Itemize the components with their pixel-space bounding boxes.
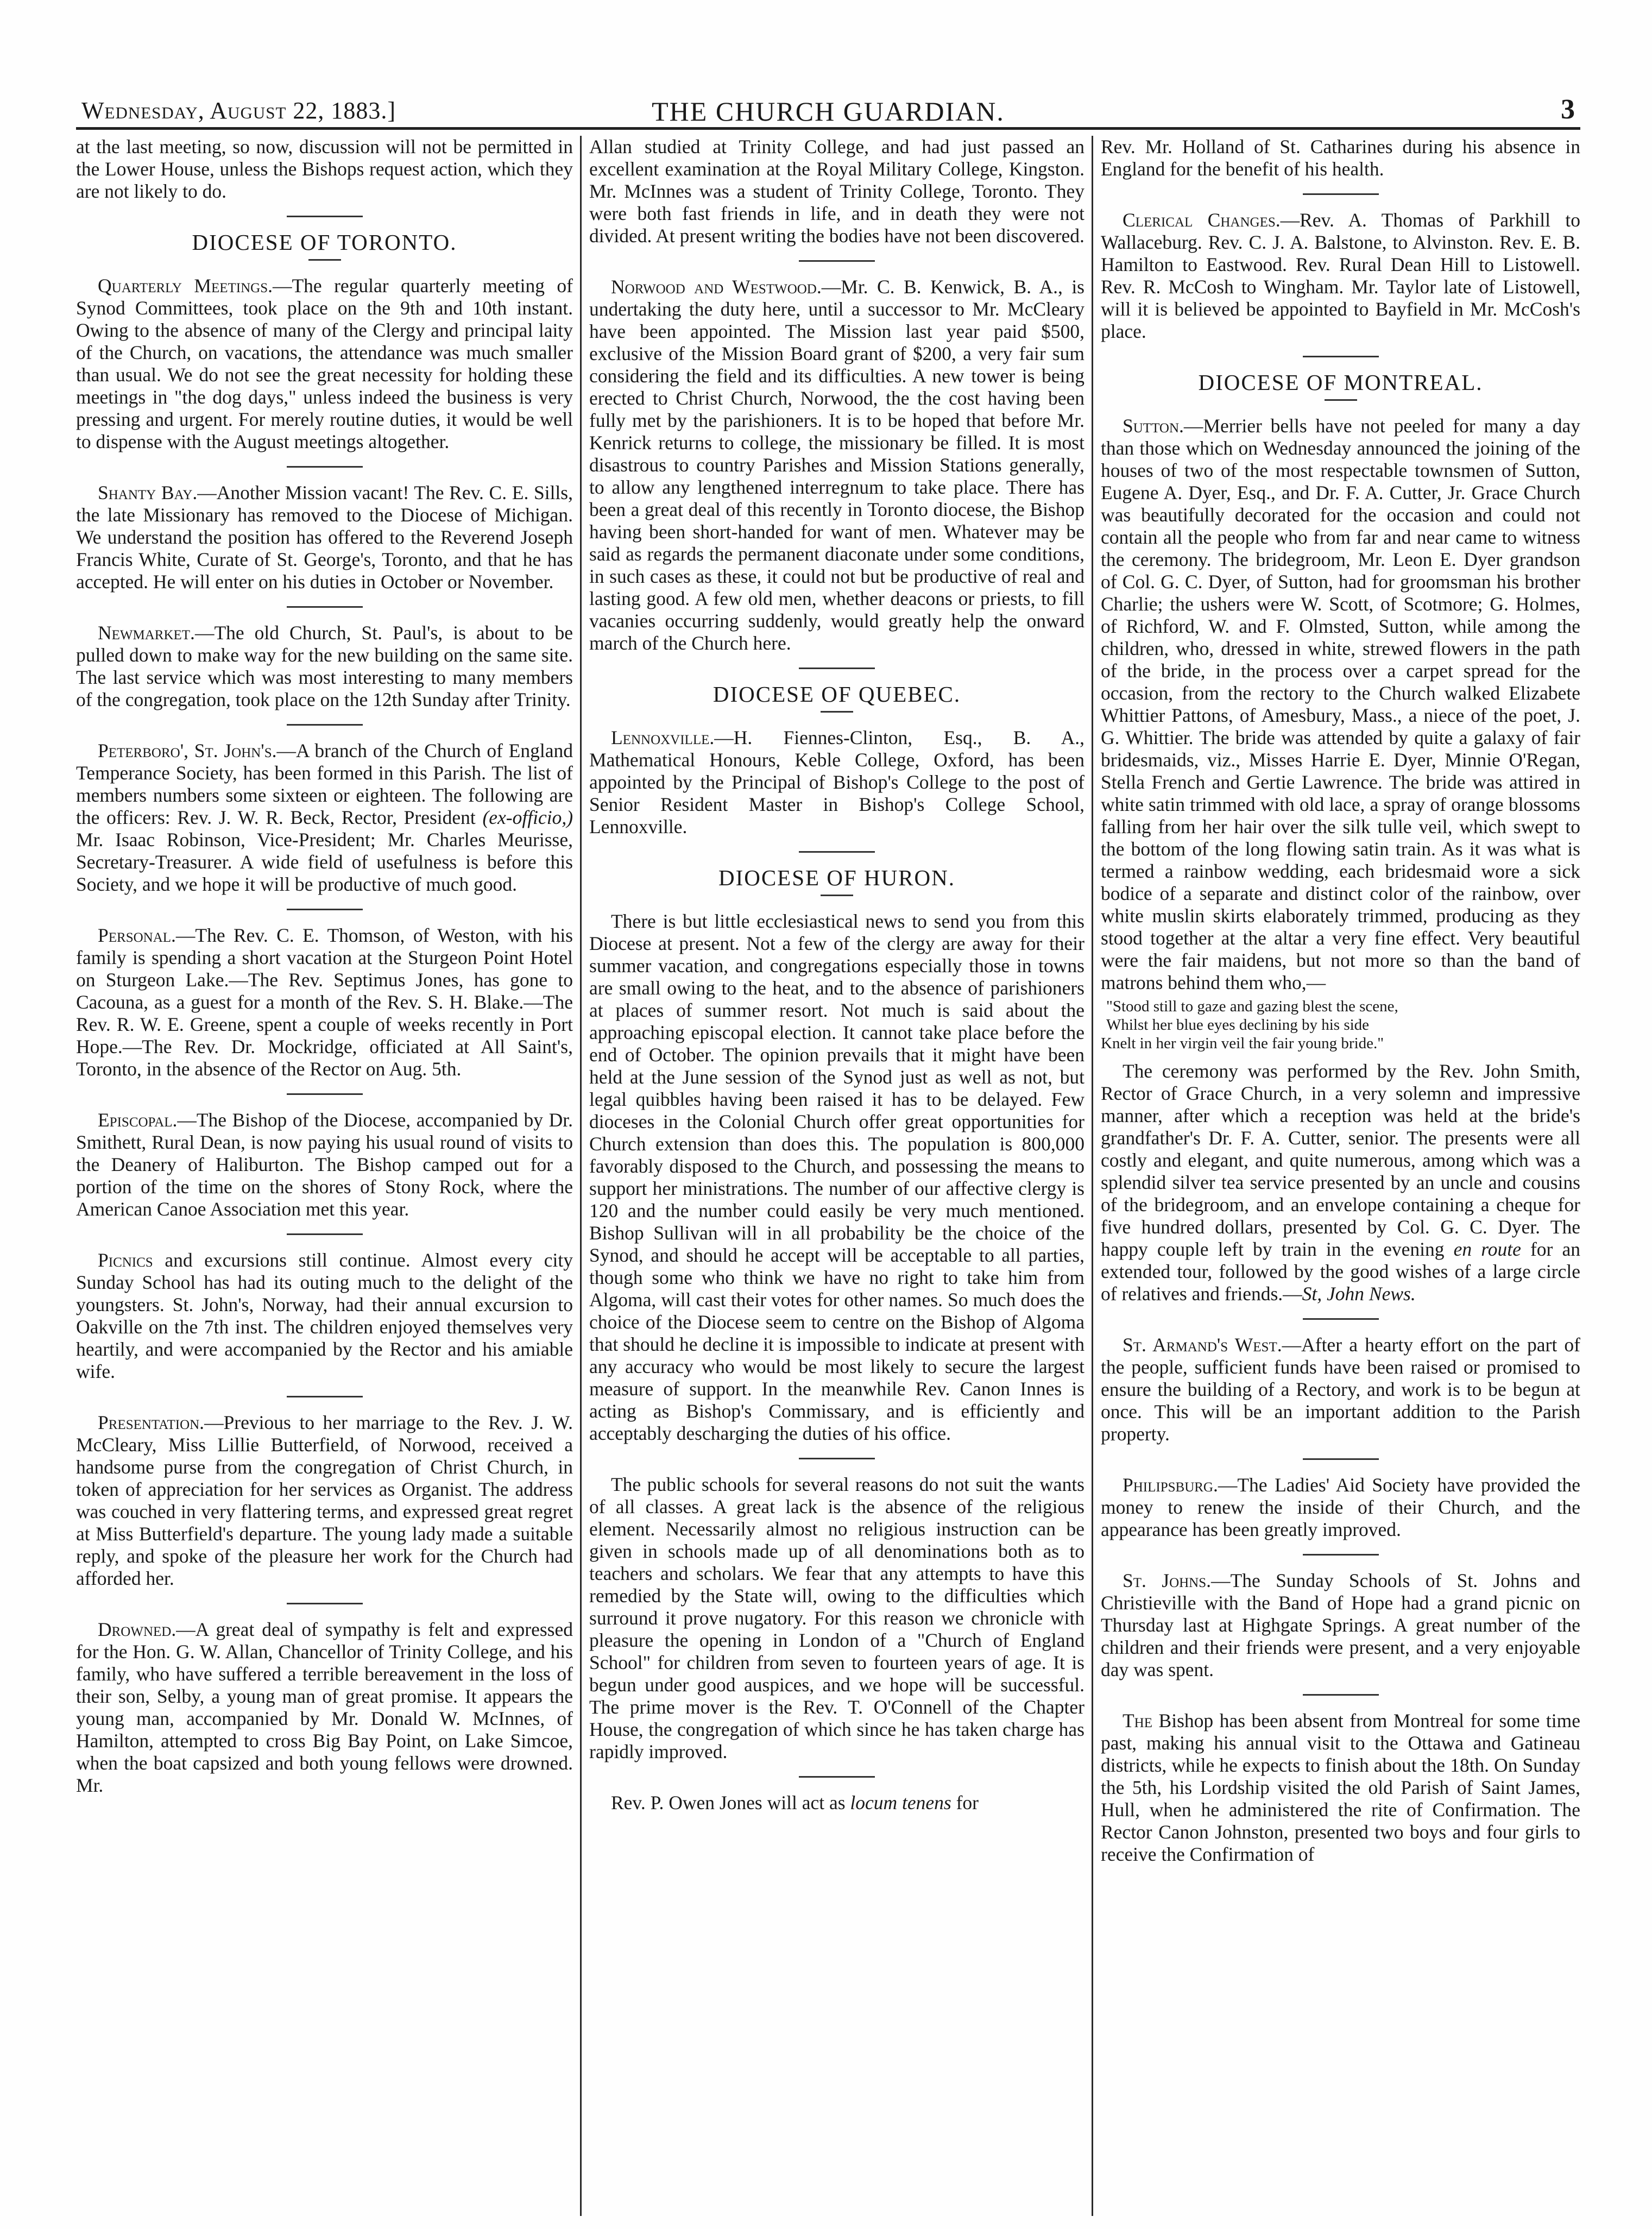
article-lead: Shanty Bay. [98, 482, 198, 503]
newspaper-title: THE CHURCH GUARDIAN. [652, 96, 1005, 127]
article-lead: St. Johns. [1123, 1570, 1212, 1591]
column-2 [589, 136, 1084, 2216]
column-rule [1092, 136, 1093, 2216]
heading-rule [821, 895, 853, 896]
heading-rule [308, 259, 341, 261]
section-divider [287, 909, 363, 910]
quoted-verse [1101, 997, 1580, 1053]
section-divider [287, 1233, 363, 1235]
article-lead: The [1123, 1710, 1153, 1731]
article-paragraph: Clerical Changes.—Rev. A. Thomas of Parkhill to Wallaceburg. Rev. C. J. A. Balstone, to Alvinston. Rev. E. B. Hamilton to Eastwood. Rev. Rural Dean Hill to Listowell. Rev. R. McCosh to Wingham. Mr. Taylor late of Listowell, will it is believed be appointed to Bayfield in Mr. McCosh's place. [1101, 209, 1580, 342]
article-lead: Lennoxville. [611, 727, 715, 748]
section-divider [287, 606, 363, 608]
issue-date: Wednesday, August 22, 1883.] [81, 97, 396, 124]
section-divider [287, 1093, 363, 1095]
article-paragraph: The public schools for several reasons do not suit the wants of all classes. A great lack is the absence of the religious element. Necessarily almost no religious instruction can be given in schools made up of all denominations both as to teachers and scholars. We fear that any attempts to have this remedied by the State will, owing to the difficulties which surround it prove nugatory. For this reason we chronicle with pleasure the opening in London of a "Church of England School" for children from seven to fourteen years of age. It is begun under good auspices, and we hope will be successful. The prime mover is the Rev. T. O'Connell of the Chapter House, the congregation of which since he has taken charge has rapidly improved. [589, 1474, 1084, 1762]
section-divider [1303, 193, 1379, 195]
article-continuation: Rev. Mr. Holland of St. Catharines during his absence in England for the benefit of his health. [1101, 136, 1580, 180]
article-lead: Drowned. [98, 1619, 176, 1640]
article-lead: Norwood and Westwood. [611, 276, 822, 298]
article-paragraph: Lennoxville.—H. Fiennes-Clinton, Esq., B. A., Mathematical Honours, Keble College, Oxford, has been appointed by the Principal of Bishop's College to the post of Senior Resident Master in Bishop's College School, Lennoxville. [589, 727, 1084, 838]
section-divider [287, 1603, 363, 1604]
page-number: 3 [1561, 94, 1575, 125]
article-lead: Presentation. [98, 1412, 205, 1433]
article-paragraph: There is but little ecclesiastical news to send you from this Diocese at present. Not a few of the clergy are away for their summer vacation, and congregations especially those in towns are small owing to the heat, and to the absence of parishioners at places of summer resort. Not much is said about the approaching episcopal election. It cannot take place before the end of October. The opinion prevails that it might have been held at the June session of the Synod just as well as not, but legal quibbles having been raised it has to be delayed. Few dioceses in the Colonial Church offer great opportunities for Church extension than does this. The population is 800,000 favorably disposed to the Church, and possessing the means to support her ministrations. The number of our affective clergy is 120 and the number could easily be very much mentioned. Bishop Sullivan will in all probability be the choice of the Synod, and should he accept will be acceptable to all parties, though some who think we have no right to take him from Algoma, will cast their votes for other names. So much does the choice of the Diocese seem to centre on the Bishop of Algoma that should he decline it is impossible to indicate at present with any accuracy who would be most likely to secure the largest measure of support. In the meanwhile Rev. Canon Innes is acting as Bishop's Commissary, and is efficiently and acceptably descharging the duties of his office. [589, 910, 1084, 1444]
section-divider [1303, 356, 1379, 357]
section-divider [287, 216, 363, 217]
section-divider [287, 466, 363, 468]
article-paragraph: Picnics and excursions still continue. Almost every city Sunday School has had its outing much to the delight of the youngsters. St. John's, Norway, had their annual excursion to Oakville on the 7th inst. The children enjoyed themselves very heartily, and were accompanied by the Rector and his amiable wife. [76, 1249, 573, 1382]
section-divider [799, 1458, 875, 1459]
article-paragraph: Rev. P. Owen Jones will act as locum tenens for [611, 1792, 979, 1814]
section-divider [799, 851, 875, 853]
article-paragraph: Norwood and Westwood.—Mr. C. B. Kenwick, B. A., is undertaking the duty here, until a successor to Mr. McCleary have been appointed. The Mission last year paid $500, exclusive of the Mission Board grant of $200, a very fair sum considering the field and its difficulties. A new tower is being erected to Christ Church, Norwood, the the cost having been fully met by the parishioners. It is to be hoped that before Mr. Kenrick returns to college, the missionary be filled. It is most disastrous to country Parishes and Mission Stations generally, to allow any lengthened interregnum to take place. There has been a great deal of this recently in Toronto diocese, the Bishop having been short-handed for want of men. Whatever may be said as regards the permanent diaconate under some conditions, in such cases as these, it could not but be productive of real and lasting good. A few old men, whether deacons or priests, to fill vacanies occurring suddenly, would greatly help the onward march of the Church here. [589, 276, 1084, 654]
article-lead: Picnics [98, 1249, 153, 1271]
verse-line: Whilst her blue eyes declining by his side [1106, 1016, 1370, 1034]
article-paragraph: Shanty Bay.—Another Mission vacant! The Rev. C. E. Sills, the late Missionary has removed to the Diocese of Michigan. We understand the position has offered to the Reverend Joseph Francis White, Curate of St. George's, Toronto, and that he has accepted. He will enter on his duties in October or November. [76, 482, 573, 593]
source-credit: St, John News. [1302, 1283, 1416, 1305]
article-continuation: Allan studied at Trinity College, and had just passed an excellent examination at the Royal Military College, Kingston. Mr. McInnes was a student of Trinity College, Toronto. They were both fast friends in life, and in death they were not divided. At present writing the bodies have not been discovered. [589, 136, 1084, 247]
article-paragraph: Personal.—The Rev. C. E. Thomson, of Weston, with his family is spending a short vacation at the Sturgeon Point Hotel on Sturgeon Lake.—The Rev. Septimus Jones, has gone to Cacouna, as a guest for a month of the Rev. S. H. Blake.—The Rev. R. W. E. Greene, spent a couple of weeks recently in Port Hope.—The Rev. Dr. Mockridge, officiated at All Saint's, Toronto, in the absence of the Rector on Aug. 5th. [76, 924, 573, 1080]
article-paragraph: The ceremony was performed by the Rev. John Smith, Rector of Grace Church, in a very solemn and impressive manner, after which a reception was held at the bride's grandfather's Dr. F. A. Cutter, senior. The presents were all costly and elegant, and quite numerous, among which was a splendid silver tea service presented by an uncle and cousins of the bridegroom, and an envelope containing a cheque for five hundred dollars, presented by Col. G. C. Dyer. The happy couple left by train in the evening en route for an extended tour, followed by the good wishes of a large circle of relatives and friends.—St, John News. [1101, 1060, 1580, 1305]
article-paragraph: St. Armand's West.—After a hearty effort on the part of the people, sufficient funds have been raised or promised to ensure the building of a Rectory, and work is to be begun at once. This will be an important addition to the Parish property. [1101, 1334, 1580, 1445]
article-lead: St. Armand's West. [1123, 1334, 1282, 1356]
article-lead: Philipsburg. [1123, 1474, 1218, 1496]
article-paragraph: Peterboro', St. John's.—A branch of the Church of England Temperance Society, has been formed in this Parish. The list of members numbers some sixteen or eighteen. The following are the officers: Rev. J. W. R. Beck, Rector, President (ex-officio,) Mr. Isaac Robinson, Vice-President; Mr. Charles Meurisse, Secretary-Treasurer. A wide field of usefulness is before this Society, and we hope it will be productive of much good. [76, 740, 573, 895]
article-paragraph: Quarterly Meetings.—The regular quarterly meeting of Synod Committees, took place on the 9th and 10th instant. Owing to the absence of many of the Clergy and principal laity of the Church, on vacations, the attendance was much smaller than usual. We do not see the great necessity for holding these meetings in "the dog days," unless indeed the business is very pressing and urgent. For merely routine duties, it would be well to dispense with the August meetings altogether. [76, 275, 573, 452]
section-divider [799, 1776, 875, 1778]
article-lead: Sutton. [1123, 415, 1184, 437]
heading-rule [1325, 399, 1357, 401]
section-divider [287, 1396, 363, 1397]
article-lead: Personal. [98, 924, 176, 946]
article-paragraph: Presentation.—Previous to her marriage to the Rev. J. W. McCleary, Miss Lillie Butterfield, of Norwood, received a handsome purse from the congregation of Christ Church, in token of appreciation for her services as Organist. The address was couched in very flattering terms, and expressed great regret at Miss Butterfield's departure. The young lady made a suitable reply, and spoke of the pleasure her work for the Church had afforded her. [76, 1412, 573, 1589]
verse-line: Knelt in her virgin veil the fair young bride." [1101, 1035, 1384, 1052]
article-paragraph: Philipsburg.—The Ladies' Aid Society have provided the money to renew the inside of their Church, and the appearance has been greatly improved. [1101, 1474, 1580, 1540]
article-continuation: at the last meeting, so now, discussion will not be permitted in the Lower House, unless the Bishops request action, which they are not likely to do. [76, 136, 573, 202]
article-lead: Newmarket. [98, 622, 195, 644]
masthead [76, 91, 1580, 130]
section-divider [799, 260, 875, 262]
article-lead: Episcopal. [98, 1109, 178, 1131]
section-divider [1303, 1458, 1379, 1460]
article-paragraph: The Bishop has been absent from Montreal for some time past, making his annual visit to the Ottawa and Gatineau districts, while he expects to finish about the 18th. On Sunday the 5th, his Lordship visited the old Parish of Saint James, Hull, when he administered the rite of Confirmation. The Rector Canon Johnston, presented two boys and four girls to receive the Confirmation of [1101, 1710, 1580, 1865]
section-divider [1303, 1318, 1379, 1320]
column-3 [1101, 136, 1580, 2216]
article-lead: Peterboro', St. John's. [98, 740, 277, 761]
verse-line: "Stood still to gaze and gazing blest the scene, [1106, 998, 1398, 1015]
section-divider [799, 668, 875, 669]
diocese-heading: DIOCESE OF HURON. [718, 865, 956, 890]
diocese-heading: DIOCESE OF MONTREAL. [1198, 370, 1483, 395]
article-lead: Clerical Changes. [1123, 209, 1281, 231]
article-lead: Quarterly Meetings. [98, 275, 273, 297]
section-divider [287, 724, 363, 726]
section-divider [1303, 1554, 1379, 1556]
diocese-heading: DIOCESE OF TORONTO. [192, 230, 457, 255]
article-paragraph: St. Johns.—The Sunday Schools of St. Johns and Christieville with the Band of Hope had a grand picnic on Thursday last at Highgate Springs. A great number of the children and their friends were present, and a very enjoyable day was spent. [1101, 1570, 1580, 1680]
heading-rule [821, 711, 853, 713]
article-paragraph: Sutton.—Merrier bells have not peeled for many a day than those which on Wednesday announced the joining of the houses of two of the most respectable townsmen of Sutton, Eugene A. Dyer, Esq., and Dr. F. A. Cutter, Jr. Grace Church was beautifully decorated for the occasion and could not contain all the people who from far and near came to witness the ceremony. The bridegroom, Mr. Leon E. Dyer grandson of Col. G. C. Dyer, of Sutton, had for groomsman his brother Charlie; the ushers were W. Scott, of Scotmore; G. Holmes, of Richford, W. and F. Olmsted, Sutton, while among the children, who, dressed in white, strewed flowers in the path of the bride, in the process over a carpet spread for the occasion, from the rectory to the Church walked Elizabete Whittier Pattons, of Amesbury, Mass., a niece of the poet, J. G. Whittier. The bride was attended by quite a galaxy of fair bridesmaids, viz., Misses Harrie E. Dyer, Minnie O'Regan, Stella French and Gertie Lawrence. The bride was attired in white satin trimmed with old lace, a spray of orange blossoms falling from her hair over the silk tulle veil, which swept to the bottom of the long flowing satin train. As it was what is termed a rainbow wedding, each bridesmaid wore a sick bodice of a separate and distinct color of the rainbow, over white muslin skirts elaborately trimmed, producing as they stood together at the altar a very fine effect. Very beautiful were the fair maidens, but not more so than the band of matrons behind them who,— [1101, 415, 1580, 993]
article-paragraph: Newmarket.—The old Church, St. Paul's, is about to be pulled down to make way for the new building on the same site. The last service which was most interesting to many members of the congregation, took place on the 12th Sunday after Trinity. [76, 622, 573, 710]
column-rule [580, 136, 582, 2216]
section-divider [1303, 1694, 1379, 1696]
article-paragraph: Episcopal.—The Bishop of the Diocese, accompanied by Dr. Smithett, Rural Dean, is now paying his usual round of visits to the Deanery of Haliburton. The Bishop camped out for a portion of the time on the shores of Stony Rock, where the American Canoe Association met this year. [76, 1109, 573, 1220]
article-paragraph: Drowned.—A great deal of sympathy is felt and expressed for the Hon. G. W. Allan, Chancellor of Trinity College, and his family, who have suffered a terrible bereavement in the loss of their son, Selby, a young man of great promise. It appears the young man, accompanied by Mr. Donald W. McInnes, of Hamilton, attempted to cross Big Bay Point, on Lake Simcoe, when the boat capsized and both young fellows were drowned. Mr. [76, 1619, 573, 1796]
column-1 [76, 136, 573, 2216]
diocese-heading: DIOCESE OF QUEBEC. [712, 682, 961, 707]
